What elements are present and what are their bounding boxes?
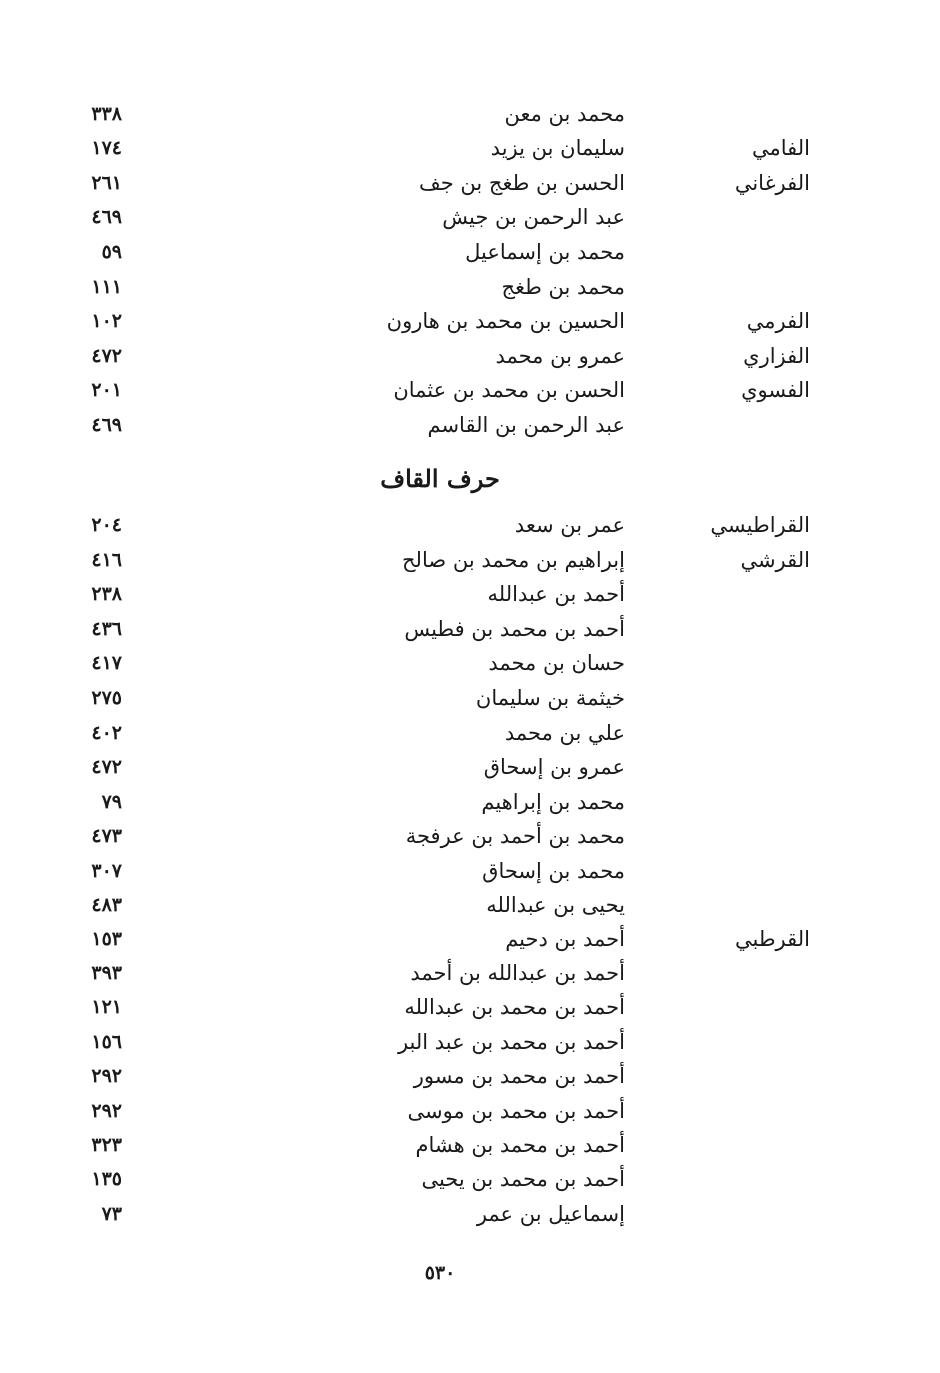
nisba-cell: [610, 408, 810, 442]
index-row: [0, 785, 940, 819]
nisba-cell: [610, 888, 810, 922]
person-name: أحمد بن محمد بن يحيى: [421, 1167, 625, 1191]
nisba-cell: [610, 1128, 810, 1162]
nisba-cell: القراطيسي: [710, 513, 810, 537]
page-ref: ٢٩٢: [91, 1100, 122, 1122]
person-name: أحمد بن دحيم: [505, 927, 625, 951]
person-name: يحيى بن عبدالله: [486, 893, 625, 917]
person-name: أحمد بن محمد بن فطيس: [404, 617, 625, 641]
nisba-cell: [610, 1162, 810, 1196]
person-name: الحسن بن طغج بن جف: [419, 171, 625, 195]
page-ref: ٢٦١: [91, 172, 122, 194]
page-ref: ١٠٢: [91, 310, 122, 332]
index-row: [0, 646, 940, 680]
page-number: ٥٣٠: [424, 1262, 456, 1284]
section-heading: حرف القاف: [380, 464, 500, 493]
index-row: [0, 990, 940, 1024]
nisba-cell: [610, 1197, 810, 1231]
person-name: محمد بن طغج: [501, 275, 625, 299]
person-name: أحمد بن عبدالله بن أحمد: [410, 961, 625, 985]
nisba-cell: [610, 956, 810, 990]
index-row: [0, 304, 940, 338]
page-ref: ٧٩: [101, 791, 122, 813]
page-ref: ١١١: [91, 276, 122, 298]
index-row: [0, 819, 940, 853]
nisba-cell: [610, 270, 810, 304]
index-row: [0, 1197, 940, 1231]
nisba-cell: الفزاري: [743, 344, 810, 368]
index-row: [0, 166, 940, 200]
nisba-cell: [610, 819, 810, 853]
page-ref: ٤٧٣: [91, 825, 122, 847]
person-name: إسماعيل بن عمر: [476, 1202, 625, 1226]
nisba-cell: [610, 990, 810, 1024]
index-row: [0, 408, 940, 442]
index-row: [0, 716, 940, 750]
nisba-cell: [610, 854, 810, 888]
index-row: [0, 922, 940, 956]
page-ref: ١٥٣: [91, 928, 122, 950]
nisba-cell: [610, 1025, 810, 1059]
index-row: [0, 1162, 940, 1196]
nisba-cell: [610, 750, 810, 784]
person-name: محمد بن معن: [504, 102, 625, 126]
page-ref: ٢٩٢: [91, 1065, 122, 1087]
page-ref: ٤٨٣: [91, 894, 122, 916]
index-row: [0, 956, 940, 990]
nisba-cell: الفامي: [751, 136, 810, 160]
page-ref: ٤٦٩: [91, 414, 122, 436]
person-name: أحمد بن محمد بن موسى: [407, 1099, 625, 1123]
person-name: محمد بن إبراهيم: [481, 790, 625, 814]
person-name: خيثمة بن سليمان: [475, 686, 625, 710]
nisba-cell: [610, 612, 810, 646]
person-name: محمد بن إسماعيل: [465, 240, 625, 264]
nisba-cell: الفسوي: [741, 378, 810, 402]
page-ref: ٧٣: [101, 1203, 122, 1225]
person-name: عمرو بن إسحاق: [483, 755, 625, 779]
page-ref: ٤٦٩: [91, 206, 122, 228]
person-name: عبد الرحمن بن القاسم: [427, 413, 625, 437]
page-ref: ٣٢٣: [91, 1134, 122, 1156]
page-ref: ١٥٦: [91, 1031, 122, 1053]
index-row: [0, 508, 940, 542]
page-ref: ٣٠٧: [91, 860, 122, 882]
nisba-cell: [610, 785, 810, 819]
nisba-cell: [610, 1059, 810, 1093]
index-row: [0, 339, 940, 373]
page-ref: ٤٣٦: [91, 618, 122, 640]
nisba-cell: [610, 1094, 810, 1128]
nisba-cell: الفرمي: [746, 309, 810, 333]
nisba-cell: [610, 200, 810, 234]
person-name: أحمد بن محمد بن عبدالله: [404, 995, 625, 1019]
index-row: [0, 543, 940, 577]
index-row: [0, 750, 940, 784]
nisba-cell: [610, 681, 810, 715]
person-name: إبراهيم بن محمد بن صالح: [401, 548, 625, 572]
page-ref: ٤١٧: [91, 652, 122, 674]
nisba-cell: القرطبي: [735, 927, 810, 951]
page-ref: ٤١٦: [91, 549, 122, 571]
person-name: الحسين بن محمد بن هارون: [386, 309, 625, 333]
page-ref: ٤٧٢: [91, 345, 122, 367]
person-name: أحمد بن عبدالله: [487, 582, 625, 606]
index-row: [0, 97, 940, 131]
page-ref: ٣٣٨: [91, 103, 122, 125]
person-name: أحمد بن محمد بن هشام: [415, 1133, 625, 1157]
person-name: محمد بن إسحاق: [482, 859, 625, 883]
page-ref: ٥٩: [101, 241, 122, 263]
index-row: [0, 270, 940, 304]
index-row: [0, 1059, 940, 1093]
page-ref: ٢٧٥: [91, 687, 122, 709]
person-name: محمد بن أحمد بن عرفجة: [405, 824, 625, 848]
person-name: عمر بن سعد: [514, 513, 625, 537]
nisba-cell: [610, 97, 810, 131]
index-row: [0, 1094, 940, 1128]
nisba-cell: [610, 646, 810, 680]
index-row: [0, 131, 940, 165]
person-name: سليمان بن يزيد: [490, 136, 625, 160]
person-name: عبد الرحمن بن جيش: [442, 205, 625, 229]
person-name: حسان بن محمد: [488, 651, 625, 675]
nisba-cell: [610, 716, 810, 750]
page-ref: ٤٠٢: [91, 722, 122, 744]
nisba-cell: القرشي: [740, 548, 810, 572]
person-name: عمرو بن محمد: [495, 344, 625, 368]
nisba-cell: [610, 577, 810, 611]
person-name: الحسن بن محمد بن عثمان: [393, 378, 625, 402]
index-row: [0, 612, 940, 646]
index-row: [0, 1128, 940, 1162]
page-ref: ٣٩٣: [91, 962, 122, 984]
index-row: [0, 1025, 940, 1059]
nisba-cell: [610, 235, 810, 269]
nisba-cell: الفرغاني: [734, 171, 810, 195]
index-row: [0, 854, 940, 888]
page-ref: ١٧٤: [91, 137, 122, 159]
person-name: أحمد بن محمد بن مسور: [413, 1064, 625, 1088]
page-ref: ٢٠١: [91, 379, 122, 401]
page-ref: ٢٠٤: [91, 514, 122, 536]
page-ref: ٤٧٢: [91, 756, 122, 778]
index-row: [0, 235, 940, 269]
index-row: [0, 577, 940, 611]
page-ref: ٢٣٨: [91, 583, 122, 605]
person-name: علي بن محمد: [504, 721, 625, 745]
page-ref: ١٢١: [91, 996, 122, 1018]
index-row: [0, 681, 940, 715]
page-ref: ١٣٥: [91, 1168, 122, 1190]
person-name: أحمد بن محمد بن عبد البر: [397, 1030, 625, 1054]
index-row: [0, 373, 940, 407]
index-row: [0, 200, 940, 234]
index-row: [0, 888, 940, 922]
